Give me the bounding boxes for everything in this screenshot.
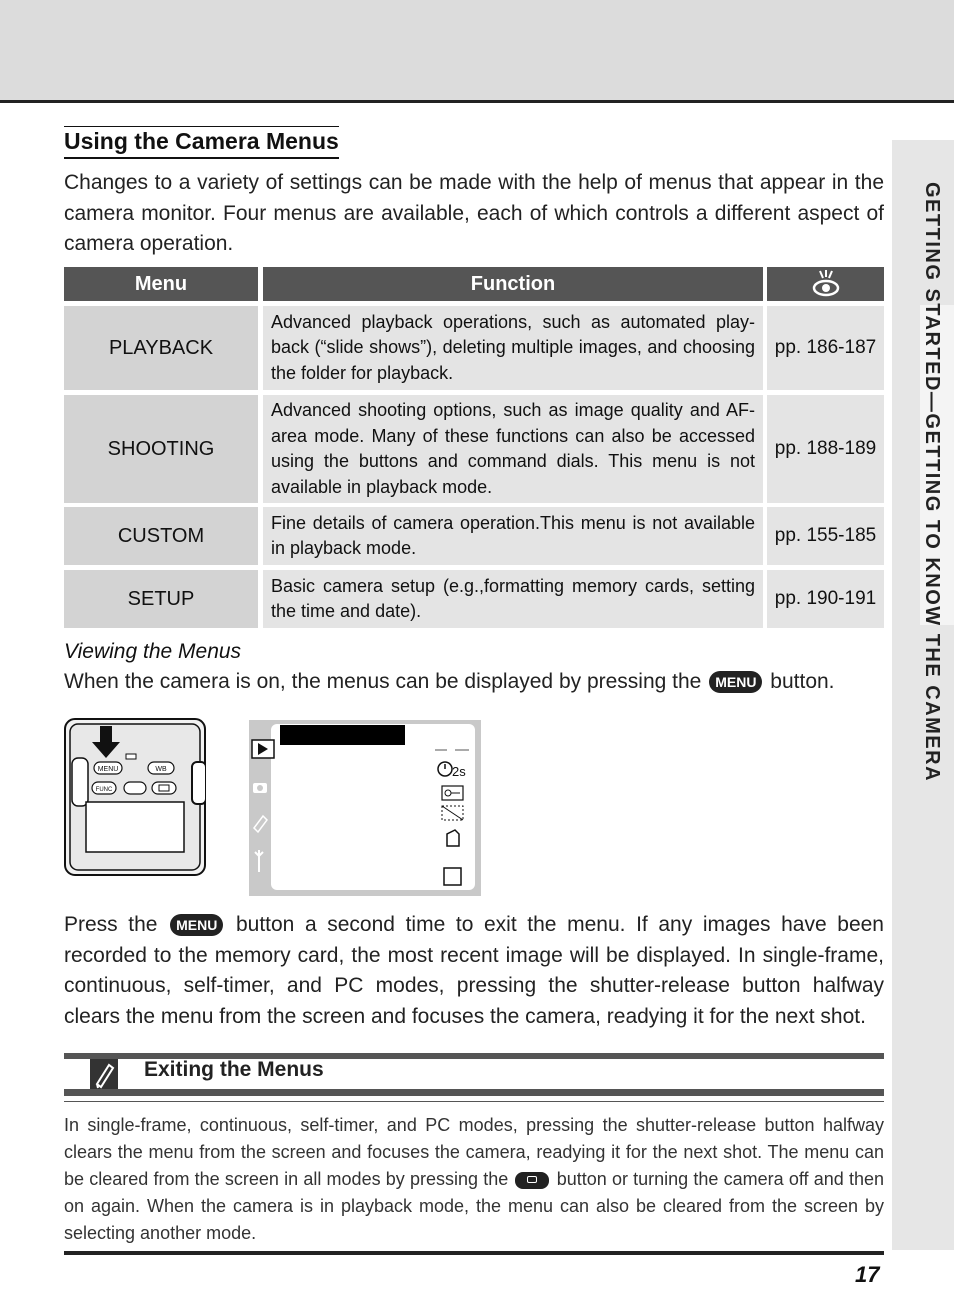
table-row [64,507,884,565]
intro-paragraph: Changes to a variety of settings can be made with the help of menus that appear in the camera monitor. Four menus are available, each of which controls a different aspect of camera operation. [64,171,884,255]
menu-function: Advanced shooting options, such as image quality and AF-area mode. Many of these functions can also be accessed using the buttons and command dials. This menu is not available in playback mode. [263,395,763,503]
header-function: Function [263,267,763,301]
page-ref: pp. 188-189 [767,395,884,503]
note-body: In single-frame, continuous, self-timer, and PC modes, pressing the shutter-release button halfway clears the menu from the screen and focuses the camera, readying it for the next shot. The menu can be cleared from the screen in all modes by pressing the button or turning the camera off and then on again. When the camera is in playback mode, the menu can also be cleared from the screen by selecting another mode. [64,1115,885,1243]
note-title-rule [64,1089,884,1096]
camera-menu-label: MENU [97,766,119,773]
page-ref: pp. 190-191 [767,570,884,628]
table-row [64,570,884,628]
menu-button-icon: MENU [170,914,223,936]
section-title: Using the Camera Menus [64,128,339,159]
note-title: Exiting the Menus [144,1058,324,1081]
menu-name: CUSTOM [64,507,258,565]
note-thin-rule [64,1101,884,1102]
menu-name: PLAYBACK [64,306,258,390]
camera-back-illustration [64,718,206,876]
page-ref: pp. 186-187 [767,306,884,390]
header-menu: Menu [64,267,258,301]
table-row [64,306,884,390]
viewing-subtitle: Viewing the Menus [64,640,242,663]
table-row [64,395,884,503]
monitor-button-icon [515,1172,549,1189]
table-header [64,267,884,301]
camera-func-label: FUNC [95,787,113,793]
exit-menu-paragraph: Press the MENU button a second time to exit the menu. If any images have been recorded to the memory card, the most recent image will be displayed. In single-frame, continuous, self-timer, and PC modes, pressing the shutter-release button halfway clears the menu from the screen and focuses the camera, readying it for the next shot. [64,913,884,1028]
pencil-note-icon [90,1059,118,1089]
page-ref: pp. 155-185 [767,507,884,565]
monitor-menu-illustration [249,720,481,896]
menu-name: SHOOTING [64,395,258,503]
menu-function: Advanced playback operations, such as automated play-back (“slide shows”), deleting multiple images, and choosing the folder for playback. [263,306,763,390]
top-banner [0,0,954,103]
eye-reference-icon [767,267,884,301]
timer-label: 2s [452,764,466,779]
page-number: 17 [855,1262,880,1287]
chapter-tab-label: GETTING STARTED—GETTING TO KNOW THE CAMERA [921,182,943,783]
camera-wb-label: WB [155,766,167,773]
menu-button-icon: MENU [709,671,762,693]
bottom-rule [64,1251,884,1255]
menu-function: Basic camera setup (e.g.,formatting memory cards, setting the time and date). [263,570,763,628]
viewing-instruction: When the camera is on, the menus can be displayed by pressing the MENU button. [64,670,835,693]
menu-name: SETUP [64,570,258,628]
menu-function: Fine details of camera operation.This menu is not available in playback mode. [263,507,763,565]
